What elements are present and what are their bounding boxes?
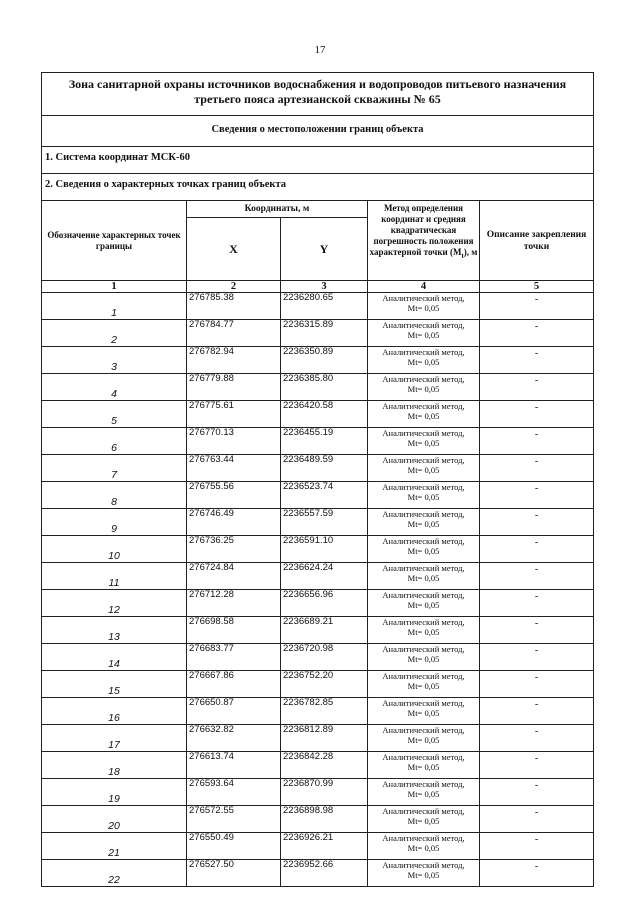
y-coordinate: 2236752.20 xyxy=(281,671,368,698)
table-row xyxy=(42,482,594,509)
method-cell xyxy=(368,725,480,752)
method-text: Аналитический метод, xyxy=(382,293,465,303)
point-description: - xyxy=(480,347,594,374)
point-description: - xyxy=(480,617,594,644)
point-description: - xyxy=(480,698,594,725)
table-row xyxy=(42,509,594,536)
header-x: X xyxy=(187,218,281,281)
table-row xyxy=(42,374,594,401)
point-number: 4 xyxy=(42,374,187,401)
point-number: 5 xyxy=(42,401,187,428)
x-coordinate: 276746.49 xyxy=(187,509,281,536)
method-text: Аналитический метод, xyxy=(382,536,465,546)
column-number: 3 xyxy=(281,281,368,293)
table-row xyxy=(42,806,594,833)
method-cell xyxy=(368,374,480,401)
method-accuracy: Mt= 0,05 xyxy=(407,384,440,394)
point-number: 11 xyxy=(42,563,187,590)
x-coordinate: 276632.82 xyxy=(187,725,281,752)
y-coordinate: 2236720.98 xyxy=(281,644,368,671)
point-description: - xyxy=(480,428,594,455)
x-coordinate: 276593.64 xyxy=(187,779,281,806)
method-text: Аналитический метод, xyxy=(382,644,465,654)
point-description: - xyxy=(480,455,594,482)
point-description: - xyxy=(480,833,594,860)
method-cell xyxy=(368,428,480,455)
method-accuracy: Mt= 0,05 xyxy=(407,843,440,853)
point-number: 14 xyxy=(42,644,187,671)
document-body xyxy=(41,72,593,887)
method-text: Аналитический метод, xyxy=(382,374,465,384)
x-coordinate: 276770.13 xyxy=(187,428,281,455)
method-accuracy: Mt= 0,05 xyxy=(407,330,440,340)
coordinate-system: 1. Система координат МСК-60 xyxy=(42,147,594,174)
column-number: 2 xyxy=(187,281,281,293)
table-row xyxy=(42,833,594,860)
x-coordinate: 276613.74 xyxy=(187,752,281,779)
point-number: 1 xyxy=(42,293,187,320)
table-row xyxy=(42,779,594,806)
header-coordinates: Координаты, м xyxy=(187,201,368,218)
point-description: - xyxy=(480,509,594,536)
method-accuracy: Mt= 0,05 xyxy=(407,762,440,772)
table-row xyxy=(42,293,594,320)
points-section-title: 2. Сведения о характерных точках границ объекта xyxy=(42,174,594,201)
point-description: - xyxy=(480,293,594,320)
y-coordinate: 2236523.74 xyxy=(281,482,368,509)
method-text: Аналитический метод, xyxy=(382,482,465,492)
y-coordinate: 2236689.21 xyxy=(281,617,368,644)
y-coordinate: 2236952.66 xyxy=(281,860,368,887)
method-text: Аналитический метод, xyxy=(382,347,465,357)
method-accuracy: Mt= 0,05 xyxy=(407,411,440,421)
boundary-table xyxy=(41,72,594,887)
table-row xyxy=(42,401,594,428)
x-coordinate: 276550.49 xyxy=(187,833,281,860)
point-description: - xyxy=(480,401,594,428)
method-text: Аналитический метод, xyxy=(382,725,465,735)
method-accuracy: Mt= 0,05 xyxy=(407,654,440,664)
method-cell xyxy=(368,563,480,590)
point-number: 7 xyxy=(42,455,187,482)
method-accuracy: Mt= 0,05 xyxy=(407,627,440,637)
y-coordinate: 2236926.21 xyxy=(281,833,368,860)
method-accuracy: Mt= 0,05 xyxy=(407,438,440,448)
point-description: - xyxy=(480,644,594,671)
method-cell xyxy=(368,482,480,509)
y-coordinate: 2236350.89 xyxy=(281,347,368,374)
column-number: 4 xyxy=(368,281,480,293)
y-coordinate: 2236280.65 xyxy=(281,293,368,320)
point-description: - xyxy=(480,725,594,752)
method-cell xyxy=(368,455,480,482)
x-coordinate: 276784.77 xyxy=(187,320,281,347)
zone-title: Зона санитарной охраны источников водоснабжения и водопроводов питьевого назначения третьего пояса артезианской скважины № 65 xyxy=(42,73,594,116)
table-row xyxy=(42,536,594,563)
method-text: Аналитический метод, xyxy=(382,428,465,438)
y-coordinate: 2236782.85 xyxy=(281,698,368,725)
page-number: 17 xyxy=(314,44,326,56)
method-text: Аналитический метод, xyxy=(382,320,465,330)
y-coordinate: 2236455.19 xyxy=(281,428,368,455)
table-row xyxy=(42,320,594,347)
method-cell xyxy=(368,509,480,536)
point-description: - xyxy=(480,806,594,833)
method-cell xyxy=(368,293,480,320)
table-row xyxy=(42,455,594,482)
y-coordinate: 2236489.59 xyxy=(281,455,368,482)
point-number: 21 xyxy=(42,833,187,860)
method-text: Аналитический метод, xyxy=(382,860,465,870)
point-description: - xyxy=(480,536,594,563)
point-number: 18 xyxy=(42,752,187,779)
method-text: Аналитический метод, xyxy=(382,671,465,681)
point-description: - xyxy=(480,563,594,590)
x-coordinate: 276782.94 xyxy=(187,347,281,374)
column-number: 1 xyxy=(42,281,187,293)
method-cell xyxy=(368,860,480,887)
method-cell xyxy=(368,401,480,428)
point-number: 15 xyxy=(42,671,187,698)
table-row xyxy=(42,698,594,725)
header-y: Y xyxy=(281,218,368,281)
x-coordinate: 276775.61 xyxy=(187,401,281,428)
point-description: - xyxy=(480,482,594,509)
point-number: 20 xyxy=(42,806,187,833)
point-description: - xyxy=(480,752,594,779)
table-row xyxy=(42,617,594,644)
point-number: 16 xyxy=(42,698,187,725)
x-coordinate: 276572.55 xyxy=(187,806,281,833)
method-cell xyxy=(368,833,480,860)
method-accuracy: Mt= 0,05 xyxy=(407,816,440,826)
method-text: Аналитический метод, xyxy=(382,563,465,573)
table-row xyxy=(42,347,594,374)
x-coordinate: 276736.25 xyxy=(187,536,281,563)
x-coordinate: 276667.86 xyxy=(187,671,281,698)
method-cell xyxy=(368,779,480,806)
x-coordinate: 276683.77 xyxy=(187,644,281,671)
method-cell xyxy=(368,590,480,617)
table-row xyxy=(42,671,594,698)
table-row xyxy=(42,644,594,671)
point-number: 6 xyxy=(42,428,187,455)
column-number: 5 xyxy=(480,281,594,293)
table-row xyxy=(42,860,594,887)
x-coordinate: 276779.88 xyxy=(187,374,281,401)
y-coordinate: 2236557.59 xyxy=(281,509,368,536)
y-coordinate: 2236420.58 xyxy=(281,401,368,428)
method-text: Аналитический метод, xyxy=(382,752,465,762)
method-cell xyxy=(368,536,480,563)
method-accuracy: Mt= 0,05 xyxy=(407,357,440,367)
y-coordinate: 2236812.89 xyxy=(281,725,368,752)
method-text: Аналитический метод, xyxy=(382,779,465,789)
method-cell xyxy=(368,698,480,725)
method-accuracy: Mt= 0,05 xyxy=(407,546,440,556)
header-method: Метод определения координат и средняя квадратическая погрешность положения характерной точки $(M_t)$, м xyxy=(368,201,480,281)
method-cell xyxy=(368,752,480,779)
method-accuracy: Mt= 0,05 xyxy=(407,519,440,529)
x-coordinate: 276712.28 xyxy=(187,590,281,617)
method-text: Аналитический метод, xyxy=(382,455,465,465)
y-coordinate: 2236624.24 xyxy=(281,563,368,590)
point-number: 22 xyxy=(42,860,187,887)
method-text: Аналитический метод, xyxy=(382,698,465,708)
method-accuracy: Mt= 0,05 xyxy=(407,708,440,718)
x-coordinate: 276724.84 xyxy=(187,563,281,590)
method-accuracy: Mt= 0,05 xyxy=(407,600,440,610)
point-number: 8 xyxy=(42,482,187,509)
method-text: Аналитический метод, xyxy=(382,617,465,627)
x-coordinate: 276763.44 xyxy=(187,455,281,482)
method-cell xyxy=(368,347,480,374)
point-description: - xyxy=(480,671,594,698)
y-coordinate: 2236842.28 xyxy=(281,752,368,779)
y-coordinate: 2236385.80 xyxy=(281,374,368,401)
method-text: Аналитический метод, xyxy=(382,401,465,411)
y-coordinate: 2236315.89 xyxy=(281,320,368,347)
point-description: - xyxy=(480,320,594,347)
method-text: Аналитический метод, xyxy=(382,833,465,843)
method-cell xyxy=(368,806,480,833)
point-description: - xyxy=(480,374,594,401)
table-row xyxy=(42,725,594,752)
point-number: 13 xyxy=(42,617,187,644)
y-coordinate: 2236898.98 xyxy=(281,806,368,833)
header-description: Описание закрепления точки xyxy=(480,201,594,281)
x-coordinate: 276785.38 xyxy=(187,293,281,320)
point-number: 9 xyxy=(42,509,187,536)
point-description: - xyxy=(480,860,594,887)
method-cell xyxy=(368,671,480,698)
y-coordinate: 2236591.10 xyxy=(281,536,368,563)
method-text: Аналитический метод, xyxy=(382,590,465,600)
y-coordinate: 2236656.96 xyxy=(281,590,368,617)
method-cell xyxy=(368,320,480,347)
point-number: 2 xyxy=(42,320,187,347)
point-description: - xyxy=(480,779,594,806)
method-accuracy: Mt= 0,05 xyxy=(407,465,440,475)
method-accuracy: Mt= 0,05 xyxy=(407,681,440,691)
x-coordinate: 276650.87 xyxy=(187,698,281,725)
table-row xyxy=(42,428,594,455)
method-cell xyxy=(368,644,480,671)
method-accuracy: Mt= 0,05 xyxy=(407,870,440,880)
point-number: 10 xyxy=(42,536,187,563)
method-accuracy: Mt= 0,05 xyxy=(407,789,440,799)
method-accuracy: Mt= 0,05 xyxy=(407,735,440,745)
method-accuracy: Mt= 0,05 xyxy=(407,492,440,502)
method-text: Аналитический метод, xyxy=(382,806,465,816)
point-number: 3 xyxy=(42,347,187,374)
section-title: Сведения о местоположении границ объекта xyxy=(42,116,594,147)
table-row xyxy=(42,563,594,590)
header-point-designation: Обозначение характерных точек границы xyxy=(42,201,187,281)
y-coordinate: 2236870.99 xyxy=(281,779,368,806)
x-coordinate: 276527.50 xyxy=(187,860,281,887)
table-row xyxy=(42,590,594,617)
method-accuracy: Mt= 0,05 xyxy=(407,303,440,313)
method-text: Аналитический метод, xyxy=(382,509,465,519)
point-description: - xyxy=(480,590,594,617)
table-row xyxy=(42,752,594,779)
method-accuracy: Mt= 0,05 xyxy=(407,573,440,583)
point-number: 19 xyxy=(42,779,187,806)
method-cell xyxy=(368,617,480,644)
x-coordinate: 276698.58 xyxy=(187,617,281,644)
x-coordinate: 276755.56 xyxy=(187,482,281,509)
point-number: 17 xyxy=(42,725,187,752)
point-number: 12 xyxy=(42,590,187,617)
